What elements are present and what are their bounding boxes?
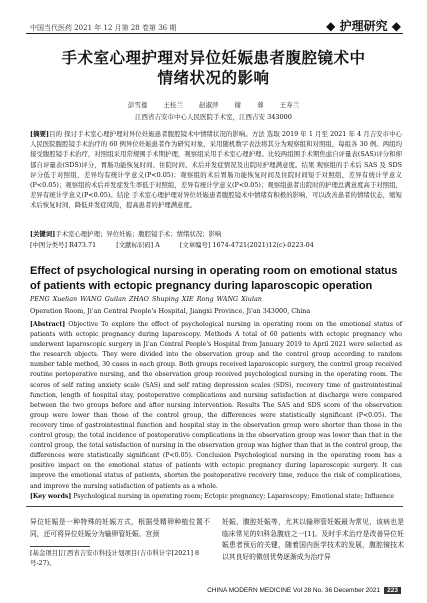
- document-code: [文献标识码] A: [116, 241, 160, 249]
- fund-footnote: [基金项目]江西省吉安市科技计划项目(吉市科计字[2021] 8 号-27)。: [30, 549, 200, 567]
- english-abstract: [30, 320, 402, 492]
- english-keywords: [30, 492, 402, 502]
- footer-journal: CHINA MODERN MEDICINE Vol 28 No. 36 December 2021: [207, 587, 381, 594]
- english-keywords-text: Psychological nursing in operating room; Ectopic pregnancy; Laparoscopy; Emotional state; Influence: [71, 493, 395, 500]
- english-keywords-label: [Key words]: [30, 493, 72, 500]
- classification-row: [30, 240, 402, 250]
- page-number: 223: [384, 587, 401, 594]
- chinese-keywords-label: [关键词]: [30, 230, 56, 238]
- chinese-title-line2: 情绪状况的影响: [157, 68, 270, 87]
- english-abstract-text: Objective To explore the effect of psychological nursing in operating room on the emotional status of patients with ectopic pregnancy during laparoscopy. Methods A total of 60 patients with ectopic pregnancy who underwent laparoscopic surgery in Ji'an Central People's Hospital from January 2019 to April 2021 were selected as the research objects. They were divided into the observation group and the control group according to random number table method, 30 cases in each group. Both groups received laparoscopic surgery, the control group received routine perioperative nursing, and the observation group received psychological nursing in the operating room. The scores of self rating anxiety scale (SAS) and self rating depression scales (SDS), recovery time of gastrointestinal function, length of hospital stay, postoperative complications and nursing satisfaction at discharge were compared between the two groups before and after nursing intervention. Results The SAS and SDS score of the observation group were lower than those of the control group, the differences were statistically significant (P<0.05). The recovery time of gastrointestinal function and hospital stay in the observation group were shorter than those in the control group; the total incidence of postoperative complications in the observation group was lower than that in the control group, the total satisfaction of nursing in the observation group was higher than that in the control group, the differences were statistically significant (P<0.05). Conclusion Psychological nursing in the operating room has a positive impact on the emotional status of patients with ectopic pregnancy during laparoscopic surgery. It can improve the emotional status of patients, shorten the postoperative recovery time, reduce the risk of complications, and improve the nursing satisfaction of patients as a whole.: [30, 321, 402, 490]
- footnote-rule: [30, 546, 90, 547]
- header-rule: [26, 33, 403, 34]
- chinese-title: [0, 48, 427, 88]
- chinese-affiliation: 江西省吉安市中心人民医院手术室，江西吉安 343000: [135, 113, 292, 121]
- body-left-column: 异位妊娠是一种特殊的妊娠方式，根据受精卵种植位置不同，还可将异位妊娠分为输卵管妊娠、宫颈: [30, 518, 210, 538]
- body-right-column: 妊娠、腹腔妊娠等，尤其以输卵管妊娠最为常见，该病也是临床常见的妇科急腹症之一[1]。及时手术治疗是改善异位妊娠患者预后的关键，随着国内医学技术的发展，腹腔镜技术以其良好的微创优势逐渐成为治疗异: [222, 518, 404, 561]
- section-header: ◆ 护理研究 ◆: [326, 19, 401, 33]
- chinese-authors: 彭雪莲 王桂兰 赵淑萍 谢 蓉 王寿兰: [127, 101, 300, 109]
- journal-issue-header: 中国当代医药 2021 年 12 月第 28 卷第 36 期: [30, 24, 177, 32]
- article-number: [文章编号] 1674-4721(2021)12(c)-0223-04: [179, 241, 314, 249]
- english-affiliation: Operation Room, Ji'an Central People's Hospital, Jiangxi Province, Ji'an 343000, China: [30, 307, 311, 315]
- english-authors: PENG Xuelian WANG Guilan ZHAO Shuping XIE Rong WANG Xiulan: [30, 295, 262, 303]
- clc-number: [中图分类号] R473.71: [30, 241, 97, 249]
- chinese-keywords: [30, 229, 402, 239]
- chinese-abstract: [30, 129, 402, 211]
- chinese-keywords-text: 手术室心理护理；异位妊娠；腹腔镜手术；情绪状况；影响: [55, 230, 222, 238]
- chinese-abstract-text: 目的 探讨手术室心理护理对异位妊娠患者腹腔镜术中情绪状况的影响。方法 选取 2019 年 1 月至 2021 年 4 月吉安市中心人民医院腹腔镜手术治疗的 60 例异位妊娠患者作为研究对象，采用随机数字表法将其分为观察组和对照组，每组各 30 例。两组均接受腹腔镜手术治疗，对照组采用常规围手术期护理，观察组采用手术室心理护理。比较两组围手术期焦虑自评量表(SAS)评分和抑郁自评量表(SDS)评分，胃肠功能恢复时间、住院时间、术后并发症情况及出院时护理满意度。结果 观察组的手术后 SAS 及 SDS 评分低于对照组，差异均有统计学意义(P<0.05)；观察组的术后胃肠功能恢复时间及住院时间短于对照组，差异有统计学意义(P<0.05)；观察组的术后并发症发生率低于对照组，差异有统计学意义(P<0.05)；观察组患者出院时的护理总满意度高于对照组，差异有统计学意义(P<0.05)。结论 手术室心理护理对异位妊娠患者腹腔镜术中情绪有积极的影响，可以改善患者的情绪状态，缩短术后恢复时间，降低并发症风险，提高患者的护理满意度。: [30, 130, 402, 210]
- page-footer: [207, 587, 401, 594]
- abstract-divider: [26, 506, 403, 507]
- english-abstract-label: [Abstract]: [30, 321, 66, 328]
- chinese-title-line1: 手术室心理护理对异位妊娠患者腹腔镜术中: [61, 48, 366, 67]
- chinese-abstract-label: [摘要]: [30, 130, 50, 138]
- english-title: Effect of psychological nursing in operating room on emotional status of patients with ectopic pregnancy during laparoscopic operation: [30, 265, 398, 292]
